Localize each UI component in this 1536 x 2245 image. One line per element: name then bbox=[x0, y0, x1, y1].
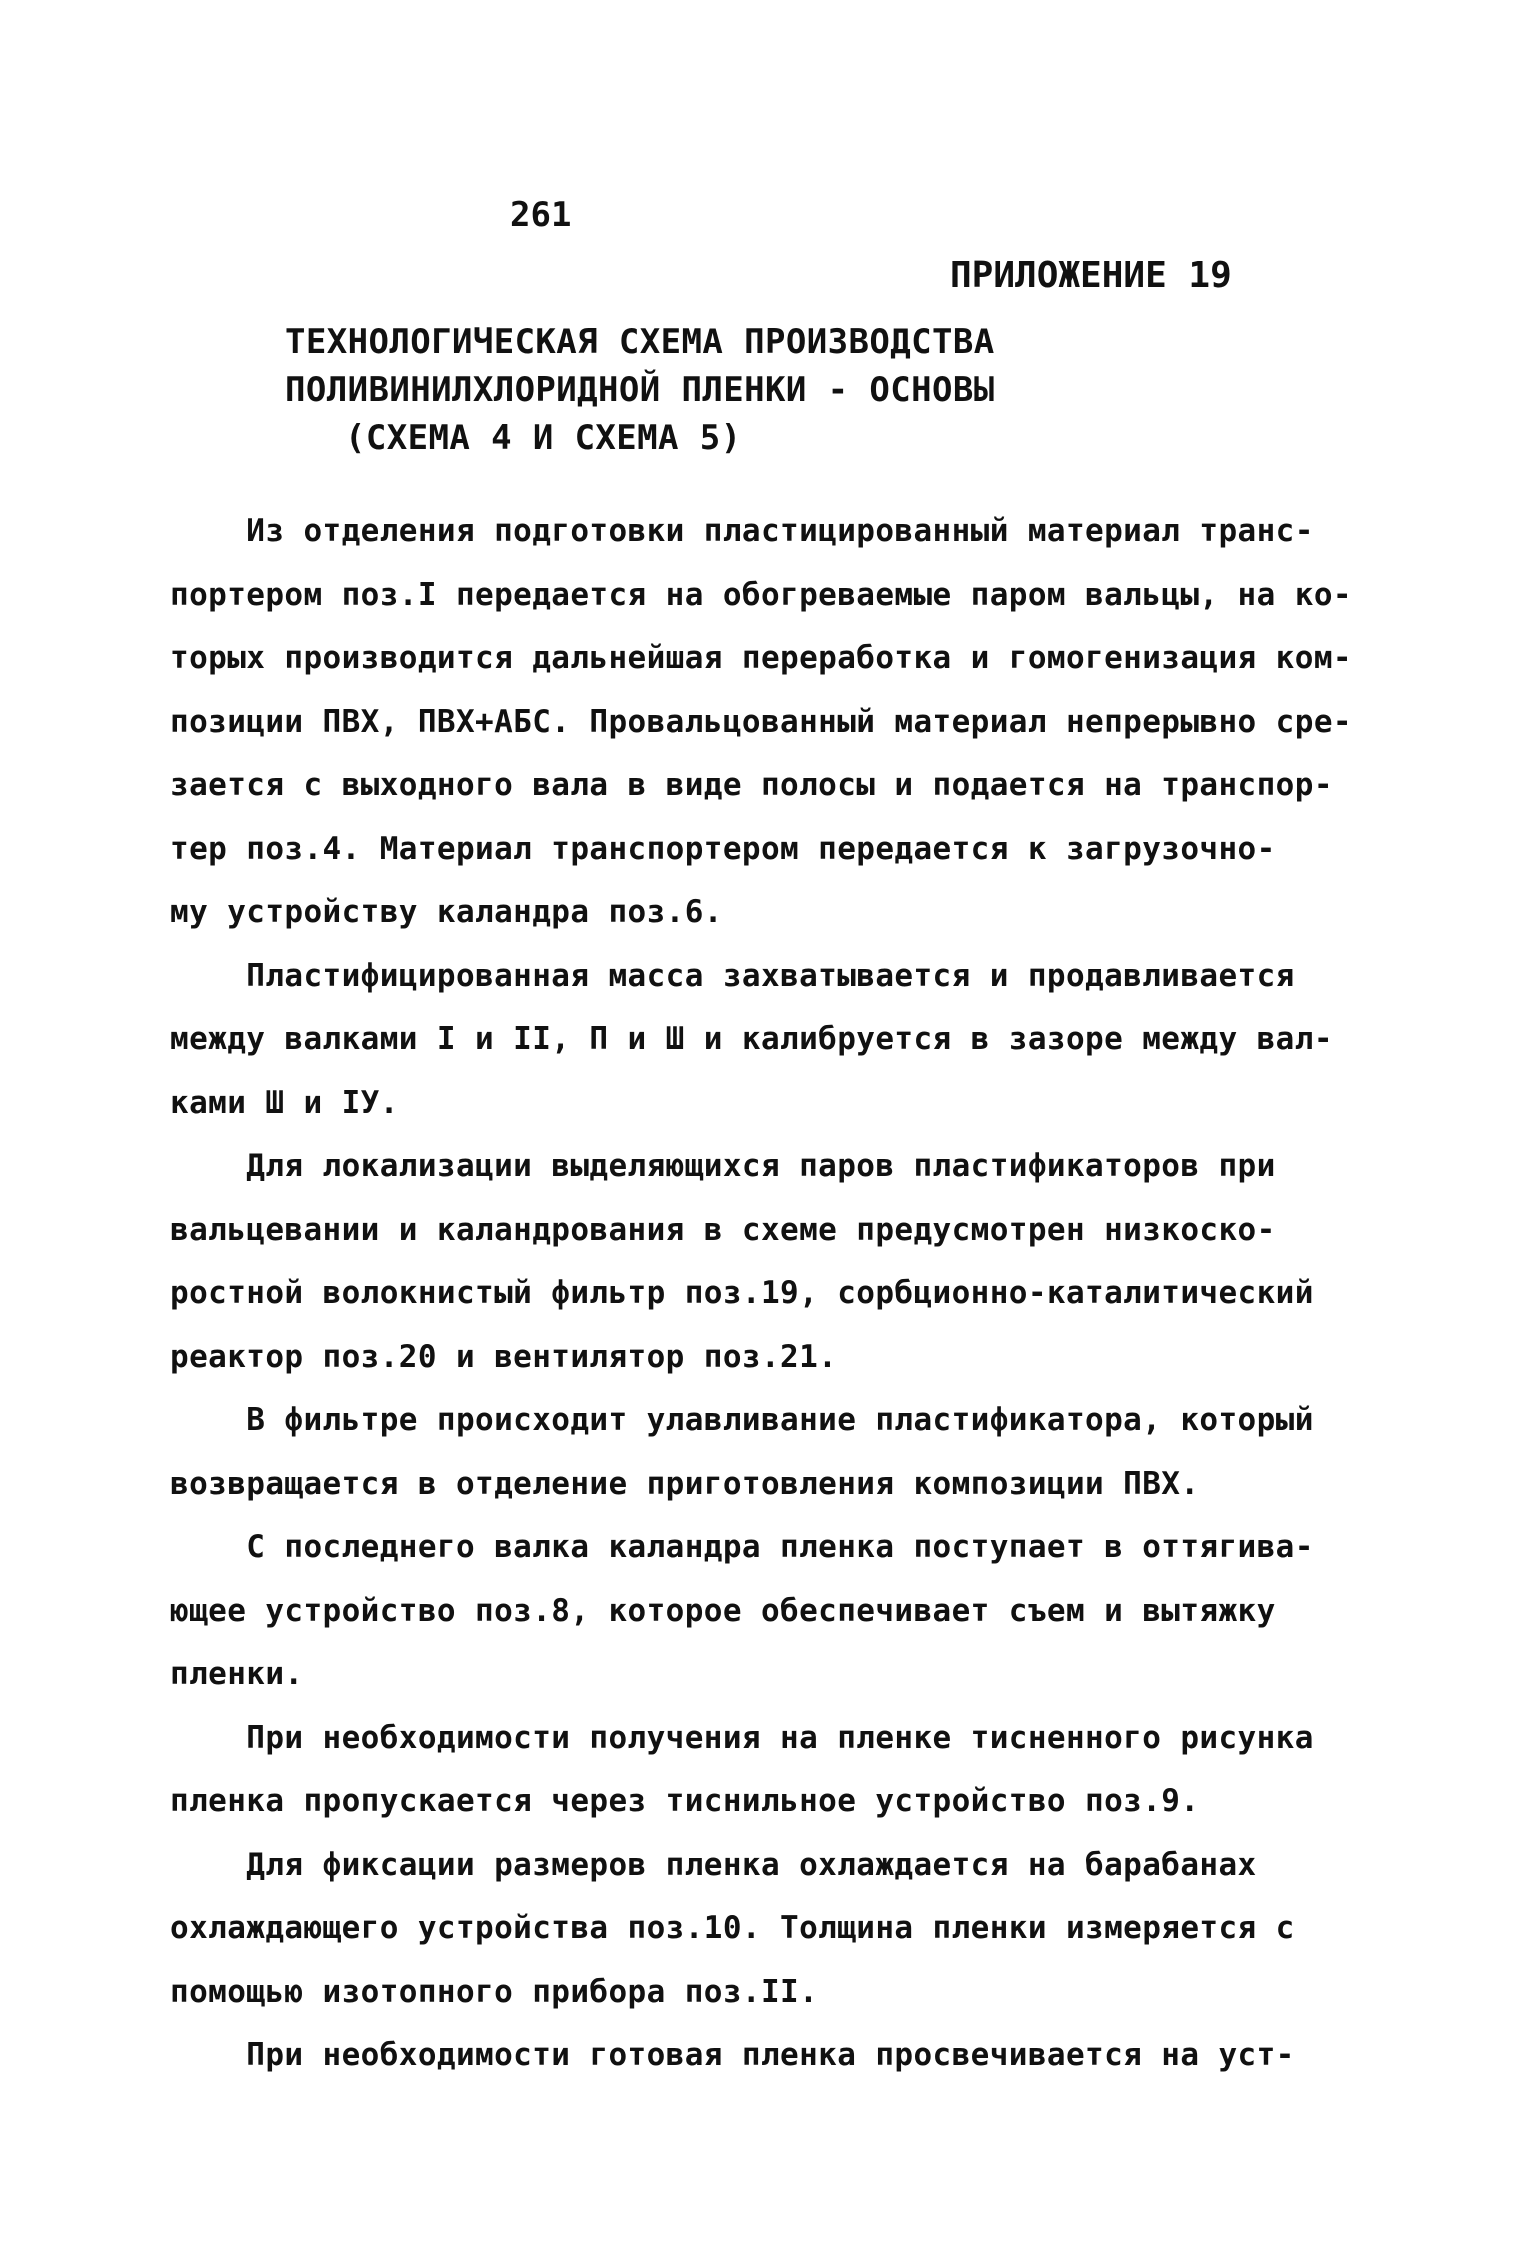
body-line: му устройству каландра поз.6. bbox=[170, 894, 723, 930]
page-number: 261 bbox=[510, 195, 572, 235]
title-line-2: ПОЛИВИНИЛХЛОРИДНОЙ ПЛЕНКИ - ОСНОВЫ bbox=[285, 370, 995, 410]
body-line: ростной волокнистый фильтр поз.19, сорбционно-каталитический bbox=[170, 1275, 1314, 1311]
body-line: пленки. bbox=[170, 1656, 304, 1692]
body-line: Для фиксации размеров пленка охлаждается на барабанах bbox=[170, 1846, 1257, 1883]
body-line: При необходимости получения на пленке тисненного рисунка bbox=[170, 1719, 1314, 1756]
body-line: С последнего валка каландра пленка поступает в оттягива- bbox=[170, 1529, 1314, 1565]
body-line: между валками I и II, П и Ш и калибруется в зазоре между вал- bbox=[170, 1021, 1333, 1057]
title-line-3: (СХЕМА 4 И СХЕМА 5) bbox=[345, 418, 742, 458]
title-line-1: ТЕХНОЛОГИЧЕСКАЯ СХЕМА ПРОИЗВОДСТВА bbox=[285, 322, 995, 362]
document-title bbox=[285, 318, 995, 462]
body-line: позиции ПВХ, ПВХ+АБС. Провальцованный материал непрерывно сре- bbox=[170, 703, 1352, 740]
appendix-label: ПРИЛОЖЕНИЕ 19 bbox=[950, 255, 1232, 296]
body-line: тер поз.4. Материал транспортером передается к загрузочно- bbox=[170, 830, 1276, 867]
body-line: портером поз.I передается на обогреваемые паром вальцы, на ко- bbox=[170, 576, 1352, 613]
body-line: вальцевании и каландрования в схеме предусмотрен низкоско- bbox=[170, 1211, 1276, 1248]
body-line: ками Ш и IУ. bbox=[170, 1084, 399, 1121]
body-line: При необходимости готовая пленка просвечивается на уст- bbox=[170, 2037, 1295, 2073]
body-line: пленка пропускается через тиснильное устройство поз.9. bbox=[170, 1783, 1200, 1819]
body-line: В фильтре происходит улавливание пластификатора, который bbox=[170, 1402, 1314, 1438]
body-line: реактор поз.20 и вентилятор поз.21. bbox=[170, 1338, 838, 1375]
body-line: помощью изотопного прибора поз.II. bbox=[170, 1973, 819, 2010]
body-line: возвращается в отделение приготовления композиции ПВХ. bbox=[170, 1465, 1200, 1502]
body-line: ющее устройство поз.8, которое обеспечивает съем и вытяжку bbox=[170, 1592, 1276, 1629]
body-line: Пластифицированная масса захватывается и продавливается bbox=[170, 957, 1295, 994]
body-line: охлаждающего устройства поз.10. Толщина пленки измеряется с bbox=[170, 1910, 1295, 1946]
body-line: Из отделения подготовки пластицированный материал транс- bbox=[170, 513, 1314, 549]
body-line: торых производится дальнейшая переработка и гомогенизация ком- bbox=[170, 640, 1352, 676]
body-line: Для локализации выделяющихся паров пластификаторов при bbox=[170, 1148, 1276, 1184]
body-text bbox=[170, 500, 1385, 2088]
body-line: зается с выходного вала в виде полосы и подается на транспор- bbox=[170, 767, 1333, 803]
